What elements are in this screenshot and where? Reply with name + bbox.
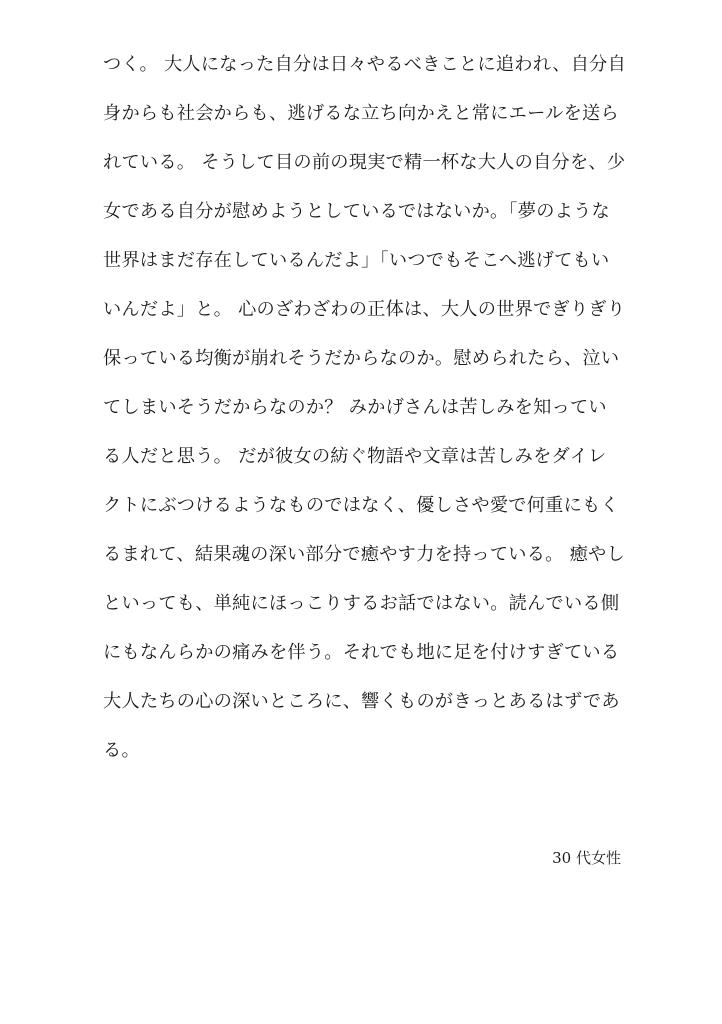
essay-line-3: れている。 そうして目の前の現実で精一杯な大人の自分を、少 — [103, 152, 626, 173]
author-signature: 30 代女性 — [552, 849, 621, 867]
essay-line-10: クトにぶつけるようなものではなく、優しさや愛で何重にもく — [103, 495, 619, 516]
essay-line-5: 世界はまだ存在しているんだよ」「いつでもそこへ逃げてもい — [103, 250, 610, 271]
essay-line-8: てしまいそうだからなのか？ みかげさんは苦しみを知ってい — [103, 397, 607, 418]
essay-line-1: つく。 大人になった自分は日々やるべきことに追われ、自分自 — [103, 54, 627, 75]
essay-line-13: にもなんらかの痛みを伴う。それでも地に足を付けすぎている — [103, 642, 620, 663]
essay-line-14: 大人たちの心の深いところに、響くものがきっとあるはずであ — [103, 691, 620, 712]
essay-line-9: る人だと思う。 だが彼女の紡ぐ物語や文章は苦しみをダイレ — [103, 446, 607, 467]
essay-line-7: 保っている均衡が崩れそうだからなのか。慰められたら、泣い — [103, 348, 620, 369]
essay-line-12: といっても、単純にほっこりするお話ではない。読んでいる側 — [103, 593, 620, 614]
essay-line-2: 身からも社会からも、逃げるな立ち向かえと常にエールを送ら — [103, 103, 619, 124]
essay-line-11: るまれて、結果魂の深い部分で癒やす力を持っている。 癒やし — [103, 544, 625, 565]
essay-body — [103, 47, 628, 782]
essay-line-4: 女である自分が慰めようとしているではないか。「夢のような — [103, 201, 610, 222]
essay-line-6: いんだよ」と。 心のざわざわの正体は、大人の世界でぎりぎり — [103, 299, 626, 320]
essay-line-15: る。 — [103, 740, 140, 761]
